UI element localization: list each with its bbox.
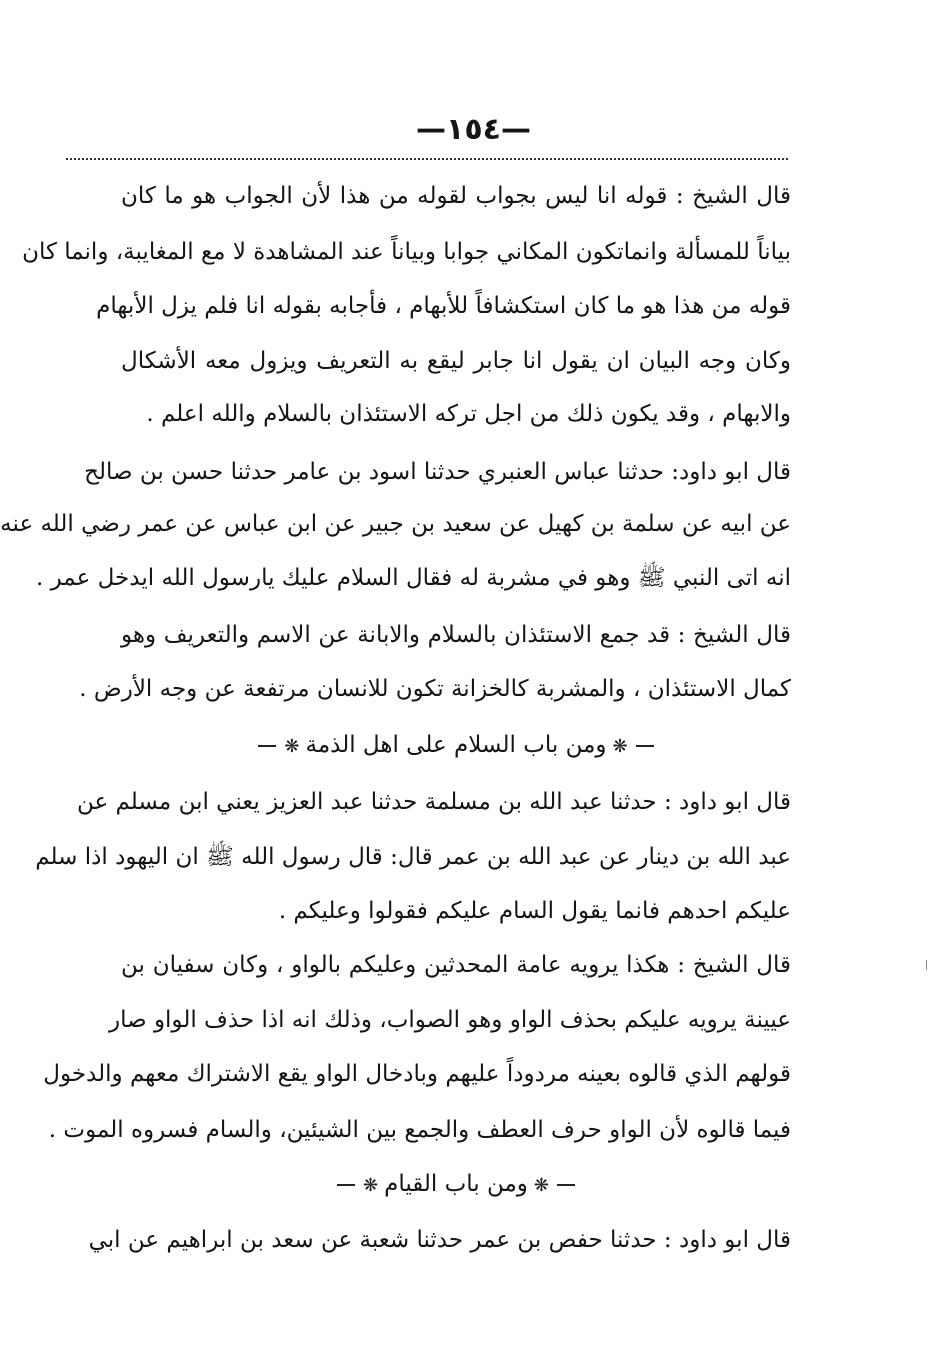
text-line-6: قال ابو داود: حدثنا عباس العنبري حدثنا اسود بن عامر حدثنا حسن بن صالح	[84, 459, 791, 485]
text-line-5: والابهام ، وقد يكون ذلك من اجل تركه الاستئذان بالسلام والله اعلم .	[146, 401, 791, 427]
text-line-17: فيما قالوه لأن الواو حرف العطف والجمع بين الشيئين، والسام فسروه الموت .	[48, 1117, 791, 1143]
ornament-icon: ❋	[362, 1175, 379, 1196]
text-line-4: وكان وجه البيان ان يقول انا جابر ليقع به التعريف ويزول معه الأشكال	[121, 348, 791, 374]
dash-line	[636, 745, 654, 747]
ornament-icon: ❋	[612, 736, 628, 757]
section-heading-text: ومن باب السلام على اهل الذمة	[305, 732, 607, 758]
text-line-1: قال الشيخ : قوله انا ليس بجواب لقوله من هذا لأن الجواب هو ما كان	[121, 183, 791, 209]
text-line-18: قال ابو داود : حدثنا حفص بن عمر حدثنا شعبة عن سعد بن ابراهيم عن ابي	[88, 1227, 791, 1253]
dash-line	[258, 745, 276, 747]
text-line-10: كمال الاستئذان ، والمشربة كالخزانة تكون للانسان مرتفعة عن وجه الأرض .	[79, 676, 791, 702]
text-line-13: عليكم احدهم فانما يقول السام عليكم فقولوا وعليكم .	[278, 898, 791, 924]
section-heading-qiyam	[121, 1166, 791, 1204]
text-line-15: عيينة يرويه عليكم بحذف الواو وهو الصواب، وذلك انه اذا حذف الواو صار	[108, 1007, 791, 1033]
text-line-8: انه اتى النبي ﷺ وهو في مشربة له فقال السلام عليك يارسول الله ايدخل عمر .	[35, 565, 791, 591]
section-heading-dhimma	[121, 727, 791, 765]
text-line-16: قولهم الذي قالوه بعينه مردوداً عليهم وبادخال الواو يقع الاشتراك معهم والدخول	[43, 1061, 791, 1087]
dash-line	[337, 1184, 355, 1186]
margin-mark	[926, 960, 928, 970]
dash-line	[557, 1184, 575, 1186]
text-line-9: قال الشيخ : قد جمع الاستئذان بالسلام والابانة عن الاسم والتعريف وهو	[121, 622, 791, 648]
text-line-3: قوله من هذا هو ما كان استكشافاً للأبهام ، فأجابه بقوله انا فلم يزل الأبهام	[96, 293, 791, 319]
page-number: —١٥٤—	[416, 112, 531, 147]
ornament-icon: ❋	[284, 736, 300, 757]
text-line-2: بياناً للمسألة وانماتكون المكاني جوابا وبياناً عند المشاهدة لا مع المغايبة، وانما كان	[22, 239, 791, 265]
header-rule	[66, 158, 788, 160]
ornament-icon: ❋	[533, 1175, 550, 1196]
text-line-11: قال ابو داود : حدثنا عبد الله بن مسلمة حدثنا عبد العزيز يعني ابن مسلم عن	[76, 789, 791, 815]
text-line-7: عن ابيه عن سلمة بن كهيل عن سعيد بن جبير عن ابن عباس عن عمر رضي الله عنه	[0, 511, 791, 537]
text-line-14: قال الشيخ : هكذا يرويه عامة المحدثين وعليكم بالواو ، وكان سفيان بن	[121, 952, 791, 978]
section-heading-text: ومن باب القيام	[384, 1171, 528, 1197]
text-line-12: عبد الله بن دينار عن عبد الله بن عمر قال: قال رسول الله ﷺ ان اليهود اذا سلم	[35, 844, 791, 870]
